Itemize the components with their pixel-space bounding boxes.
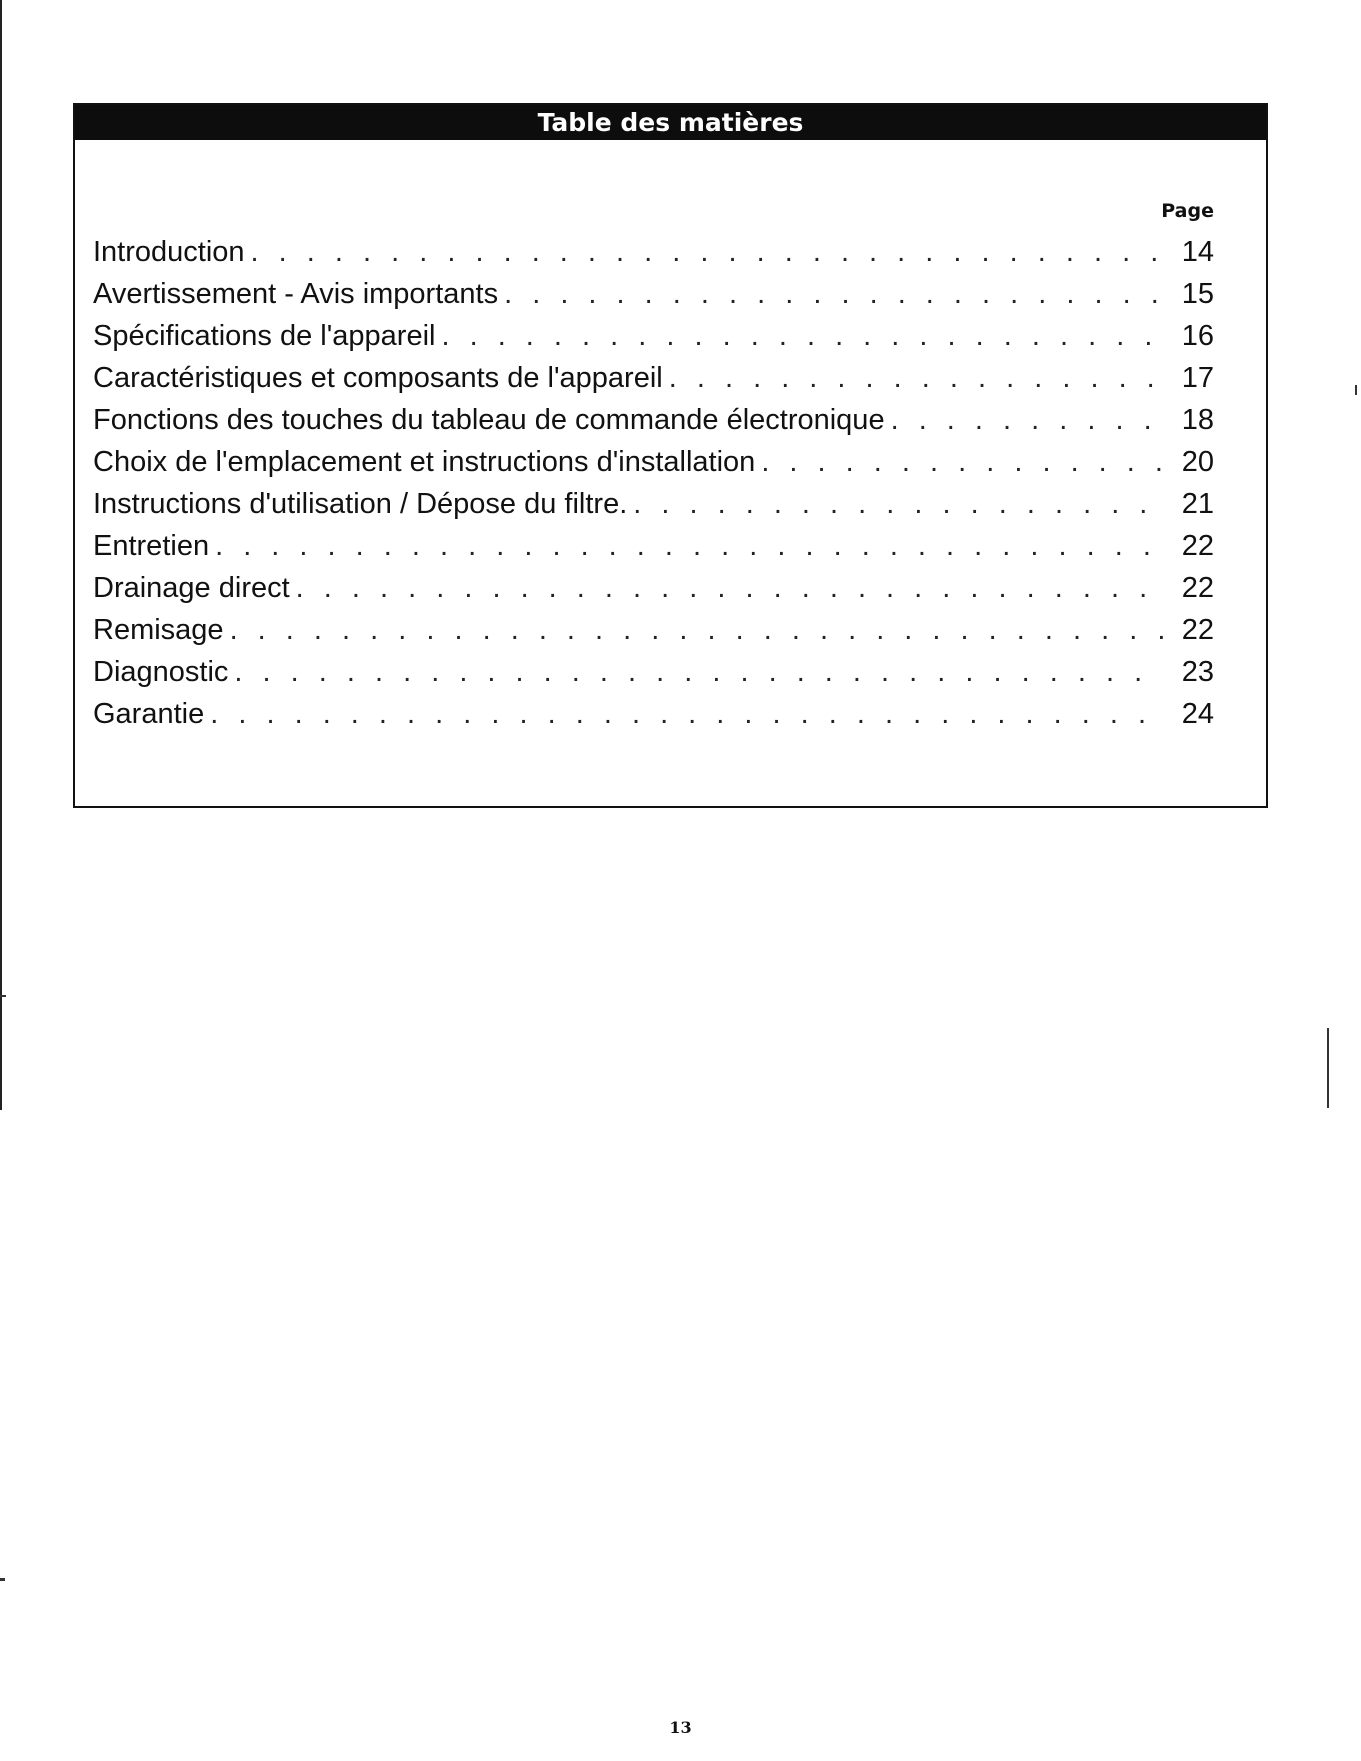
scan-edge-left <box>0 0 2 1110</box>
toc-entry-title: Instructions d'utilisation / Dépose du filtre. <box>93 488 628 520</box>
toc-entry-title: Garantie <box>93 698 205 730</box>
table-of-contents <box>73 103 1268 808</box>
scan-mark <box>1355 385 1357 395</box>
dot-leader <box>761 441 1164 483</box>
toc-entry-title: Introduction <box>93 236 245 268</box>
toc-entry-fonctions[interactable] <box>93 399 1214 441</box>
dot-leader <box>504 273 1164 315</box>
toc-entry-page: 16 <box>1181 320 1214 352</box>
toc-entry-page: 20 <box>1181 446 1214 478</box>
toc-entry-title: Choix de l'emplacement et instructions d'installation <box>93 446 756 478</box>
toc-entry-title: Fonctions des touches du tableau de commande électronique <box>93 404 885 436</box>
page-number: 13 <box>669 1718 692 1737</box>
toc-heading: Table des matières <box>75 105 1266 140</box>
scan-mark <box>0 995 6 997</box>
dot-leader <box>633 483 1164 525</box>
toc-entry-title: Caractéristiques et composants de l'appareil <box>93 362 663 394</box>
page-column-label: Page <box>1161 200 1214 222</box>
dot-leader <box>296 567 1164 609</box>
toc-entry-title: Spécifications de l'appareil <box>93 320 436 352</box>
toc-entry-entretien[interactable] <box>93 525 1214 567</box>
dot-leader <box>230 609 1164 651</box>
toc-entry-page: 21 <box>1181 488 1214 520</box>
toc-entry-title: Remisage <box>93 614 224 646</box>
toc-entry-page: 15 <box>1181 278 1214 310</box>
dot-leader <box>215 525 1164 567</box>
toc-entry-avertissement[interactable] <box>93 273 1214 315</box>
toc-entry-page: 23 <box>1181 656 1214 688</box>
toc-entry-title: Drainage direct <box>93 572 290 604</box>
toc-entry-garantie[interactable] <box>93 693 1214 735</box>
toc-entry-remisage[interactable] <box>93 609 1214 651</box>
dot-leader <box>210 693 1164 735</box>
toc-entry-title: Entretien <box>93 530 210 562</box>
scan-mark <box>0 1578 5 1581</box>
toc-entry-choix-emplacement[interactable] <box>93 441 1214 483</box>
dot-leader <box>234 651 1164 693</box>
toc-entry-introduction[interactable] <box>93 231 1214 273</box>
toc-entry-page: 17 <box>1181 362 1214 394</box>
toc-entry-page: 14 <box>1181 236 1214 268</box>
toc-entry-specifications[interactable] <box>93 315 1214 357</box>
toc-entry-title: Diagnostic <box>93 656 229 688</box>
toc-entry-page: 18 <box>1181 404 1214 436</box>
toc-entry-caracteristiques[interactable] <box>93 357 1214 399</box>
toc-entry-page: 22 <box>1181 572 1214 604</box>
dot-leader <box>251 231 1164 273</box>
dot-leader <box>891 399 1164 441</box>
toc-entry-drainage-direct[interactable] <box>93 567 1214 609</box>
toc-entry-page: 24 <box>1181 698 1214 730</box>
dot-leader <box>669 357 1164 399</box>
toc-entry-page: 22 <box>1181 530 1214 562</box>
scan-mark <box>1327 1028 1329 1108</box>
toc-entry-page: 22 <box>1181 614 1214 646</box>
toc-entry-title: Avertissement - Avis importants <box>93 278 499 310</box>
toc-entry-instructions-utilisation[interactable] <box>93 483 1214 525</box>
toc-list <box>93 231 1214 735</box>
toc-entry-diagnostic[interactable] <box>93 651 1214 693</box>
dot-leader <box>441 315 1164 357</box>
